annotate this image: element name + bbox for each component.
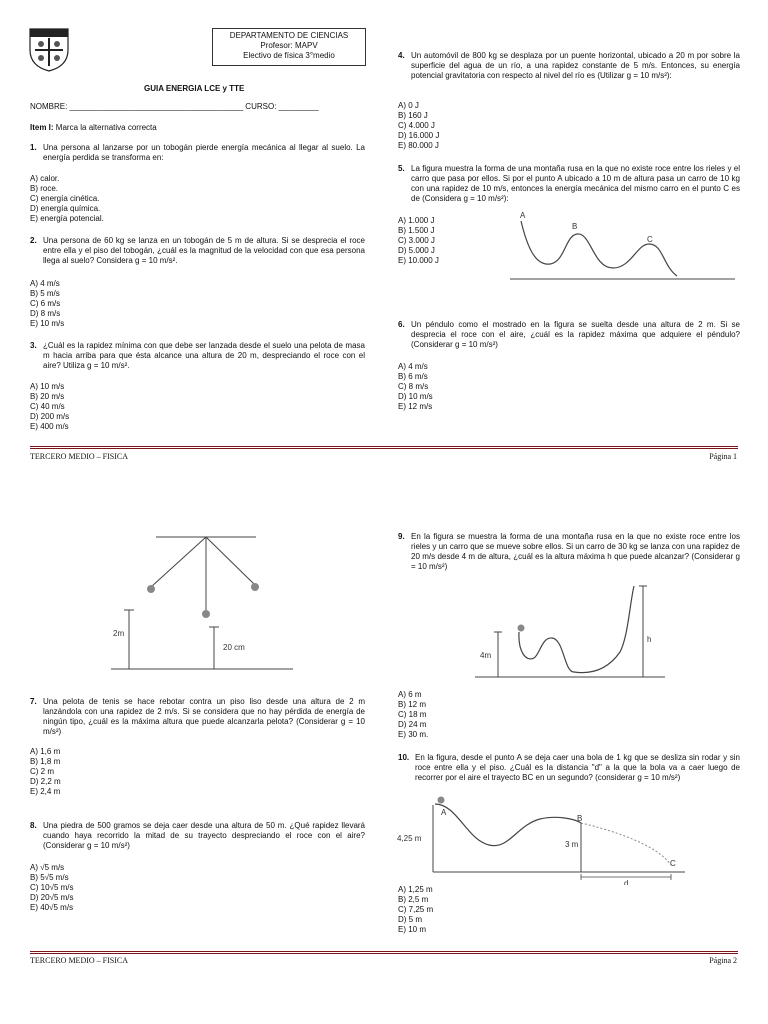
option[interactable]: E) energía potencial. bbox=[30, 214, 104, 223]
header-line-2: Profesor: MAPV bbox=[260, 41, 318, 50]
option[interactable]: C) 6 m/s bbox=[30, 299, 61, 308]
point-b-label: B bbox=[572, 222, 578, 231]
options-5 bbox=[398, 216, 439, 266]
question-8 bbox=[30, 821, 365, 853]
footer-rule-top bbox=[30, 446, 738, 447]
option[interactable]: A) 6 m bbox=[398, 690, 422, 699]
options-7 bbox=[30, 747, 61, 797]
height-label-h: h bbox=[647, 635, 652, 644]
question-text: Una persona de 60 kg se lanza en un tobogán de 5 m de altura. Si se desprecia el roce entre ella y el piso del tobogán, ¿cuál es la magnitud de la velocidad con que esa persona llega al suelo? Considera g = 10 m/s². bbox=[43, 236, 365, 265]
point-b-label: B bbox=[577, 814, 583, 823]
item-instruction bbox=[30, 123, 157, 133]
option[interactable]: A) calor. bbox=[30, 174, 60, 183]
option[interactable]: D) energía química. bbox=[30, 204, 101, 213]
roller-coaster-figure-q5 bbox=[505, 206, 740, 286]
point-a-label: A bbox=[520, 211, 526, 220]
option[interactable]: A) 0 J bbox=[398, 101, 419, 110]
option[interactable]: D) 24 m bbox=[398, 720, 427, 729]
options-9 bbox=[398, 690, 428, 740]
question-text: En la figura se muestra la forma de una montaña rusa en la que no existe roce entre los rieles y un carro que se mueve sobre ellos. Si un carro de 30 kg se lanza con una rapidez de 20 m/s desde 4 m de altura, ¿cuál es la altura máxima h que puede alcanzar? (Considerar g = 10 m/s²) bbox=[411, 532, 740, 571]
option[interactable]: A) 1.000 J bbox=[398, 216, 435, 225]
school-logo bbox=[27, 26, 71, 72]
option[interactable]: E) 2,4 m bbox=[30, 787, 61, 796]
question-1 bbox=[30, 143, 365, 173]
option[interactable]: E) 80.000 J bbox=[398, 141, 439, 150]
point-c-label: C bbox=[670, 859, 676, 868]
question-number: 5. bbox=[398, 164, 405, 173]
page-title: GUIA ENERGIA LCE y TTE bbox=[144, 84, 245, 93]
question-text: Un automóvil de 800 kg se desplaza por un puente horizontal, ubicado a 20 m por sobre la superficie del agua de un río, a una rapidez constante de 5 m/s. Entonces, su energía potencial gravitatoria con respecto al nivel del río es (Utilizar g = 10 m/s²): bbox=[411, 51, 740, 80]
height-label-2m: 2m bbox=[113, 629, 125, 638]
question-2 bbox=[30, 236, 365, 268]
options-4 bbox=[398, 101, 439, 151]
options-1 bbox=[30, 174, 104, 224]
options-8 bbox=[30, 863, 74, 913]
option[interactable]: B) 2,5 m bbox=[398, 895, 429, 904]
option[interactable]: B) 5√5 m/s bbox=[30, 873, 69, 882]
question-number: 9. bbox=[398, 532, 405, 541]
option[interactable]: D) 2,2 m bbox=[30, 777, 61, 786]
option[interactable]: B) 5 m/s bbox=[30, 289, 60, 298]
pendulum-figure bbox=[108, 534, 298, 674]
options-2 bbox=[30, 279, 64, 329]
question-number: 10. bbox=[398, 753, 410, 762]
height-label-3m: 3 m bbox=[565, 840, 579, 849]
height-label-4-25m: 4,25 m bbox=[397, 834, 422, 843]
option[interactable]: B) 1,8 m bbox=[30, 757, 61, 766]
options-10 bbox=[398, 885, 433, 935]
question-7 bbox=[30, 697, 365, 739]
point-a-label: A bbox=[441, 808, 447, 817]
point-c-label: C bbox=[647, 235, 653, 244]
option[interactable]: C) 4.000 J bbox=[398, 121, 435, 130]
option[interactable]: A) 10 m/s bbox=[30, 382, 65, 391]
question-number: 7. bbox=[30, 697, 37, 706]
footer-rule-bottom bbox=[30, 953, 738, 954]
option[interactable]: C) 8 m/s bbox=[398, 382, 429, 391]
roller-coaster-figure-q9 bbox=[470, 582, 670, 682]
option[interactable]: C) energía cinética. bbox=[30, 194, 100, 203]
option[interactable]: D) 5 m bbox=[398, 915, 422, 924]
question-number: 4. bbox=[398, 51, 405, 60]
question-text: En la figura, desde el punto A se deja caer una bola de 1 kg que se desliza sin rodar y sin roce entre ella y el piso. ¿Cuál es la distancia "d" a la que la bola va a caer luego de recorrer por el aire el trayecto BC en un segundo? (considerar g = 10 m/s²) bbox=[415, 753, 740, 782]
question-6 bbox=[398, 320, 740, 352]
option[interactable]: D) 10 m/s bbox=[398, 392, 433, 401]
question-5 bbox=[398, 164, 740, 206]
question-number: 6. bbox=[398, 320, 405, 329]
height-label-4m: 4m bbox=[480, 651, 492, 660]
option[interactable]: D) 8 m/s bbox=[30, 309, 61, 318]
option[interactable]: A) 1,25 m bbox=[398, 885, 433, 894]
option[interactable]: E) 10 m bbox=[398, 925, 427, 934]
header-box bbox=[212, 28, 366, 66]
option[interactable]: B) 160 J bbox=[398, 111, 428, 120]
item-text: Marca la alternativa correcta bbox=[55, 123, 157, 132]
question-9 bbox=[398, 532, 740, 574]
option[interactable]: B) roce. bbox=[30, 184, 59, 193]
question-number: 3. bbox=[30, 341, 37, 350]
footer-rule-bottom bbox=[30, 448, 738, 449]
footer-rule-top bbox=[30, 951, 738, 952]
question-3 bbox=[30, 341, 365, 373]
option[interactable]: D) 20√5 m/s bbox=[30, 893, 74, 902]
question-10 bbox=[398, 753, 740, 795]
name-line: NOMBRE: _______________________________________ CURSO: _________ bbox=[30, 102, 319, 111]
footer-page-number: Página 2 bbox=[709, 956, 737, 965]
option[interactable]: A) 4 m/s bbox=[30, 279, 60, 288]
option[interactable]: E) 400 m/s bbox=[30, 422, 69, 431]
option[interactable]: C) 10√5 m/s bbox=[30, 883, 74, 892]
question-number: 8. bbox=[30, 821, 37, 830]
question-text: Una piedra de 500 gramos se deja caer desde una altura de 50 m. ¿Qué rapidez llevará cuando haya recorrido la mitad de su trayecto despreciando el roce con el aire? (Considerar g = 10 m/s²) bbox=[43, 821, 365, 850]
option[interactable]: C) 18 m bbox=[398, 710, 427, 719]
question-number: 2. bbox=[30, 236, 37, 245]
footer-left: TERCERO MEDIO – FISICA bbox=[30, 956, 129, 965]
option[interactable]: E) 10.000 J bbox=[398, 256, 439, 265]
header-line-3: Electivo de física 3°medio bbox=[243, 51, 335, 60]
option[interactable]: E) 30 m. bbox=[398, 730, 429, 739]
distance-label-d: d bbox=[624, 879, 629, 885]
footer-page-number: Página 1 bbox=[709, 452, 737, 461]
option[interactable]: E) 10 m/s bbox=[30, 319, 65, 328]
option[interactable]: B) 20 m/s bbox=[30, 392, 65, 401]
option[interactable]: C) 2 m bbox=[30, 767, 54, 776]
header-line-1: DEPARTAMENTO DE CIENCIAS bbox=[229, 31, 349, 40]
option[interactable]: A) √5 m/s bbox=[30, 863, 65, 872]
option[interactable]: B) 1.500 J bbox=[398, 226, 435, 235]
question-text: Una pelota de tenis se hace rebotar contra un piso liso desde una altura de 2 m lanzándola con una rapidez de 2 m/s. Si se considera que no hay pérdida de energía de ningún tipo, ¿cuál es la máxima altura que puede alcanzarla pelota? (Considerar g = 10 m/s²) bbox=[43, 697, 365, 736]
option[interactable]: E) 12 m/s bbox=[398, 402, 433, 411]
question-text: Una persona al lanzarse por un tobogán pierde energía mecánica al llegar al suelo. La energía perdida se transforma en: bbox=[43, 143, 365, 162]
option[interactable]: B) 12 m bbox=[398, 700, 427, 709]
options-6 bbox=[398, 362, 433, 412]
slide-figure-q10 bbox=[395, 795, 695, 885]
option[interactable]: D) 16.000 J bbox=[398, 131, 440, 140]
question-text: Un péndulo como el mostrado en la figura se suelta desde una altura de 2 m. Si se desprecia el roce con el aire, ¿cuál es la rapidez máxima que adquiere el péndulo? (Considerar g = 10 m/s²) bbox=[411, 320, 740, 349]
option[interactable]: D) 5.000 J bbox=[398, 246, 435, 255]
option[interactable]: C) 40 m/s bbox=[30, 402, 65, 411]
options-3 bbox=[30, 382, 69, 432]
option[interactable]: B) 6 m/s bbox=[398, 372, 428, 381]
option[interactable]: C) 7,25 m bbox=[398, 905, 434, 914]
option[interactable]: C) 3.000 J bbox=[398, 236, 435, 245]
question-text: ¿Cuál es la rapidez mínima con que debe ser lanzada desde el suelo una pelota de masa m hacia arriba para que ésta alcance una altura de 20 m, despreciando el roce con el aire? Utiliza g = 10 m/s². bbox=[43, 341, 365, 370]
option[interactable]: A) 1,6 m bbox=[30, 747, 61, 756]
question-4 bbox=[398, 51, 740, 93]
height-label-20cm: 20 cm bbox=[223, 643, 245, 652]
option[interactable]: E) 40√5 m/s bbox=[30, 903, 74, 912]
question-text: La figura muestra la forma de una montaña rusa en la que no existe roce entre los rieles y el carro que pasa por ellos. Si por el punto A ubicado a 10 m de altura pasa un carro de 10 kg con una rapidez de 10 m/s, entonces la energía mecánica del mismo carro en el punto C es de (Considera g = 10 m/s²): bbox=[411, 164, 740, 203]
question-number: 1. bbox=[30, 143, 37, 152]
option[interactable]: D) 200 m/s bbox=[30, 412, 70, 421]
item-label: Item I: bbox=[30, 123, 54, 132]
option[interactable]: A) 4 m/s bbox=[398, 362, 428, 371]
footer-left: TERCERO MEDIO – FISICA bbox=[30, 452, 129, 461]
